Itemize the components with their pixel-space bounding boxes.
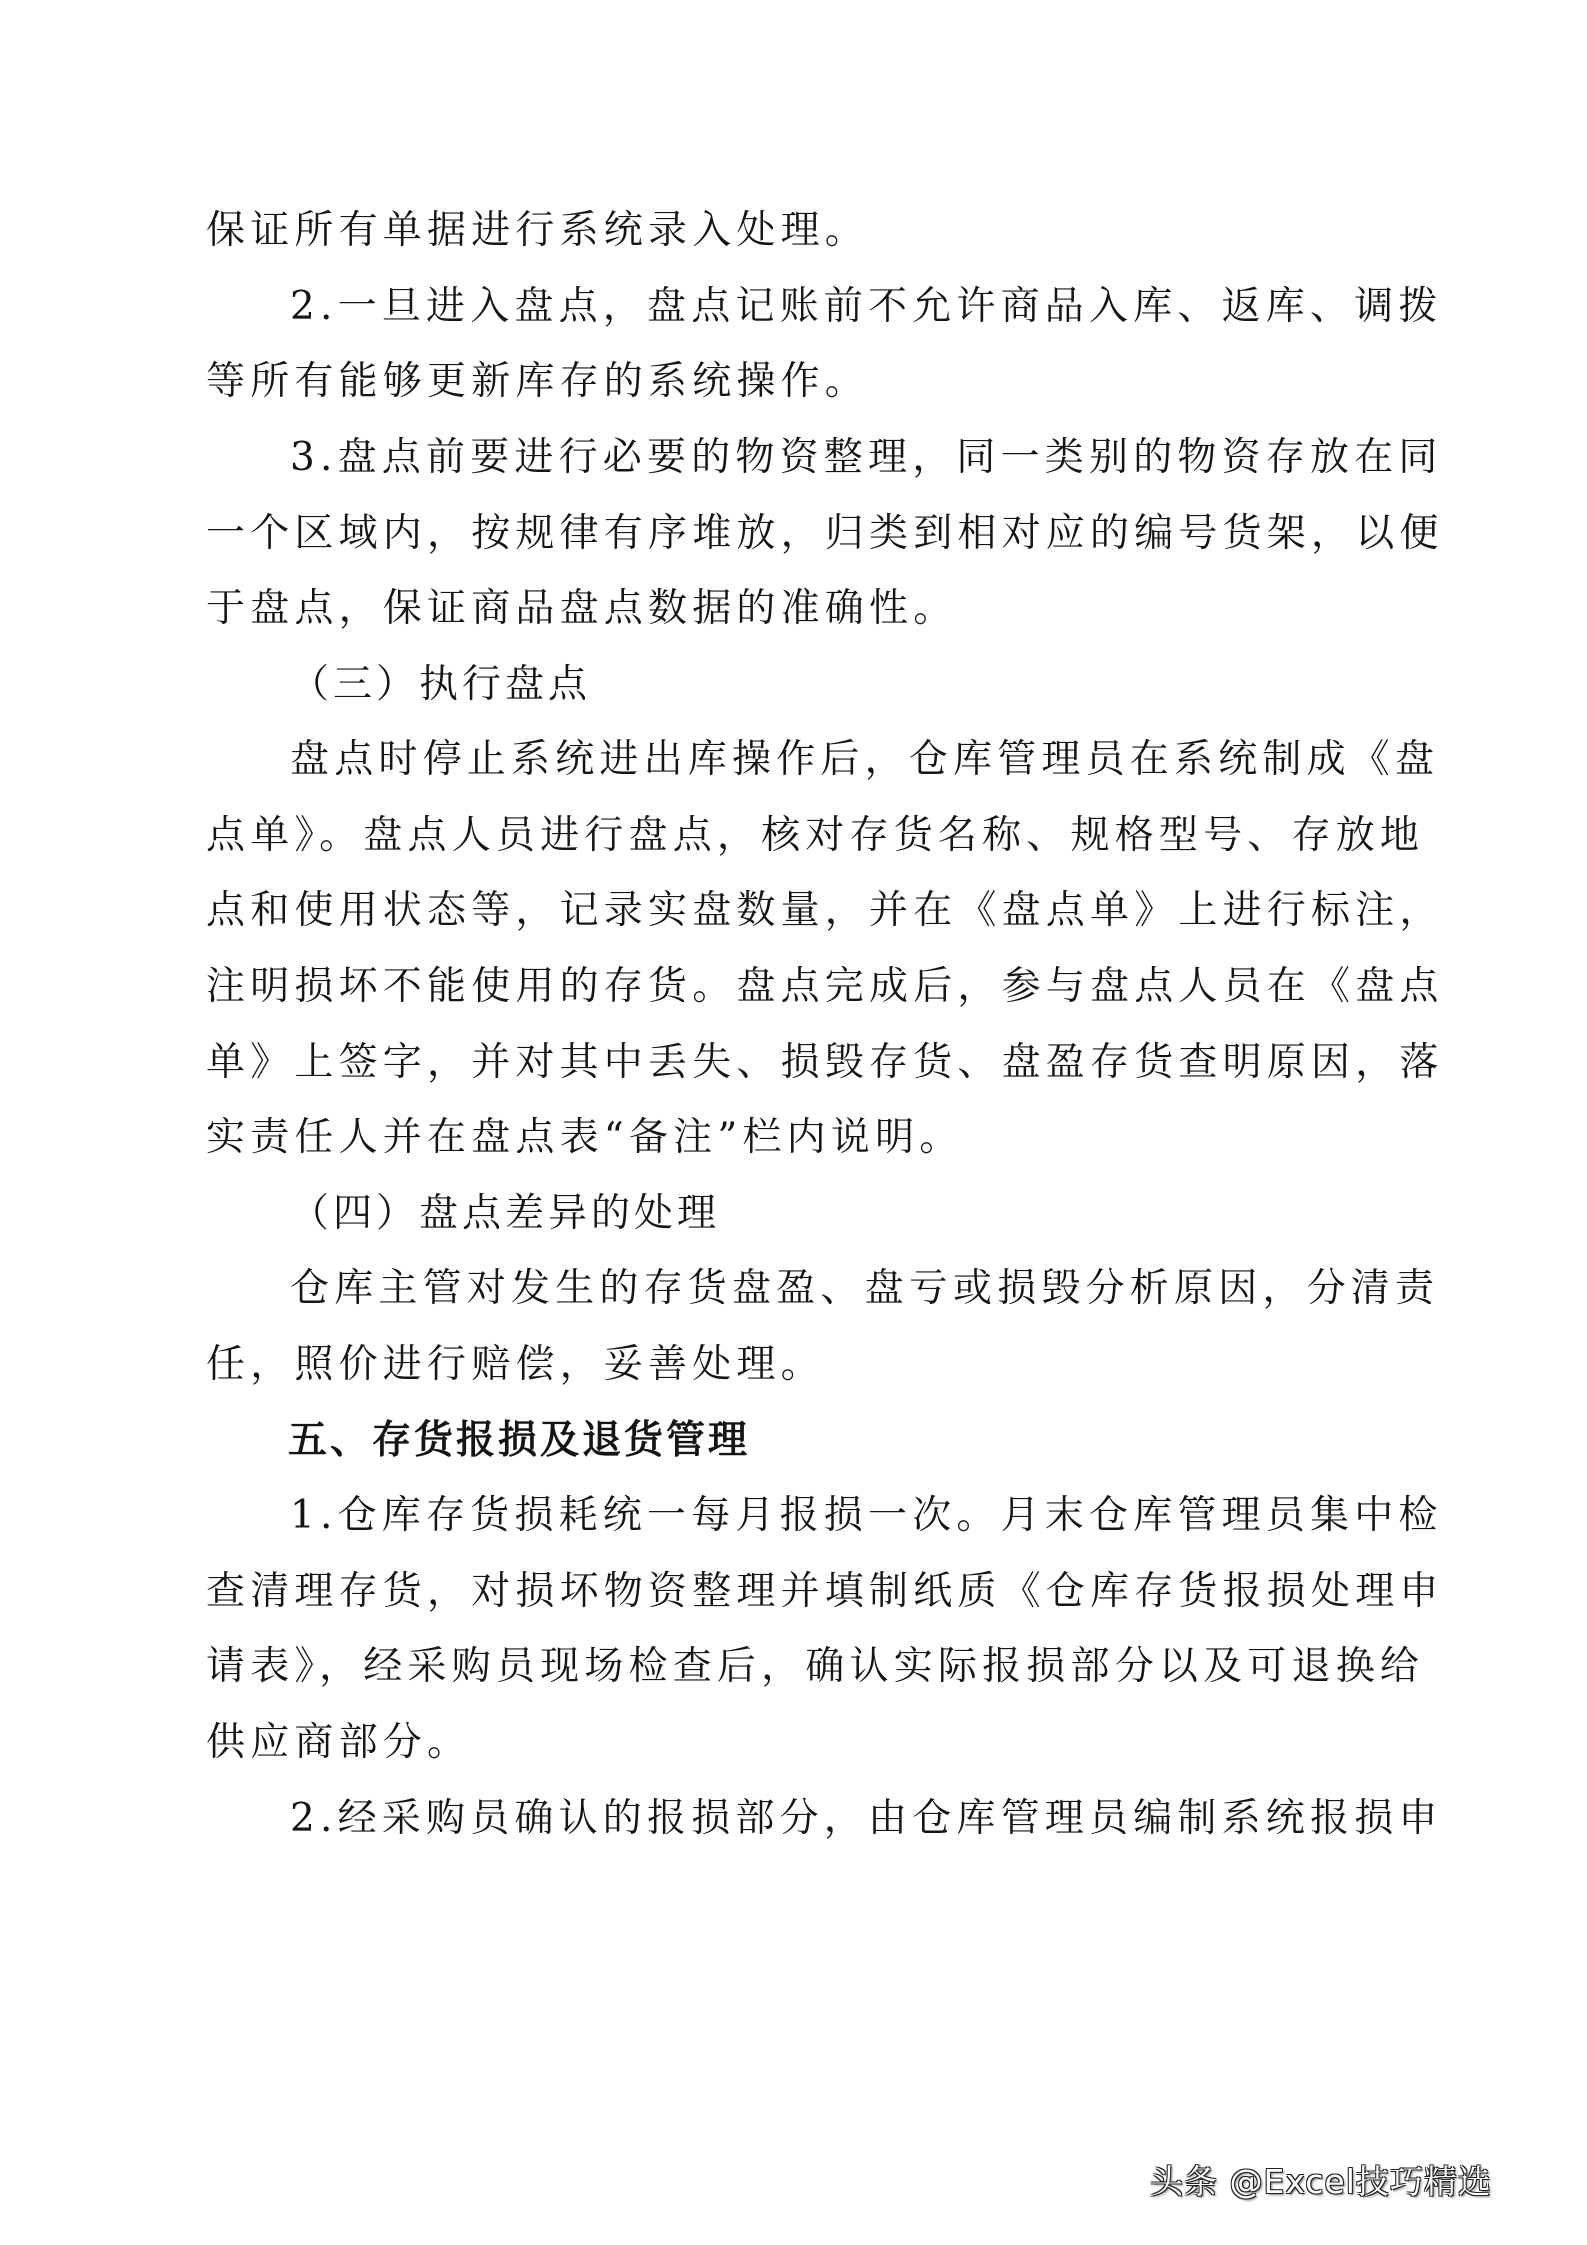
- section-heading-loss-and-return: 五、存货报损及退货管理: [288, 1418, 751, 1463]
- section-heading-inventory-differences: （四）盘点差异的处理: [290, 1191, 721, 1236]
- section-heading-execute-inventory: （三）执行盘点: [290, 662, 592, 707]
- paragraph-line: 点单》。盘点人员进行盘点，核对存货名称、规格型号、存放地: [206, 813, 1425, 858]
- paragraph-line: 1.仓库存货损耗统一每月报损一次。月末仓库管理员集中检: [290, 1493, 1443, 1538]
- paragraph-line: 实责任人并在盘点表“备注”栏内说明。: [206, 1115, 964, 1160]
- paragraph-line: 一个区域内，按规律有序堆放，归类到相对应的编号货架，以便: [206, 511, 1444, 556]
- paragraph-line: 3.盘点前要进行必要的物资整理，同一类别的物资存放在同: [290, 435, 1443, 480]
- paragraph-line: 供应商部分。: [206, 1720, 472, 1765]
- paragraph-line: 2.经采购员确认的报损部分，由仓库管理员编制系统报损申: [290, 1796, 1443, 1841]
- paragraph-line: 于盘点，保证商品盘点数据的准确性。: [206, 586, 958, 631]
- paragraph-line: 查清理存货，对损坏物资整理并填制纸质《仓库存货报损处理申: [206, 1569, 1444, 1614]
- paragraph-line: 任，照价进行赔偿，妥善处理。: [206, 1342, 825, 1387]
- paragraph-line: 单》上签字，并对其中丢失、损毁存货、盘盈存货查明原因，落: [206, 1040, 1444, 1085]
- paragraph-line: 等所有能够更新库存的系统操作。: [206, 359, 870, 404]
- paragraph-line: 盘点时停止系统进出库操作后，仓库管理员在系统制成《盘: [290, 737, 1440, 782]
- watermark-label: 头条 @Excel技巧精选: [1150, 2162, 1492, 2201]
- paragraph-line: 注明损坏不能使用的存货。盘点完成后，参与盘点人员在《盘点: [206, 964, 1444, 1009]
- paragraph-line: 请表》，经采购员现场检查后，确认实际报损部分以及可退换给: [206, 1644, 1425, 1689]
- paragraph-line: 仓库主管对发生的存货盘盈、盘亏或损毁分析原因，分清责: [290, 1266, 1440, 1311]
- paragraph-line: 点和使用状态等，记录实盘数量，并在《盘点单》上进行标注，: [206, 888, 1444, 933]
- paragraph-line: 2.一旦进入盘点，盘点记账前不允许商品入库、返库、调拨: [290, 284, 1443, 329]
- paragraph-line: 保证所有单据进行系统录入处理。: [206, 208, 870, 253]
